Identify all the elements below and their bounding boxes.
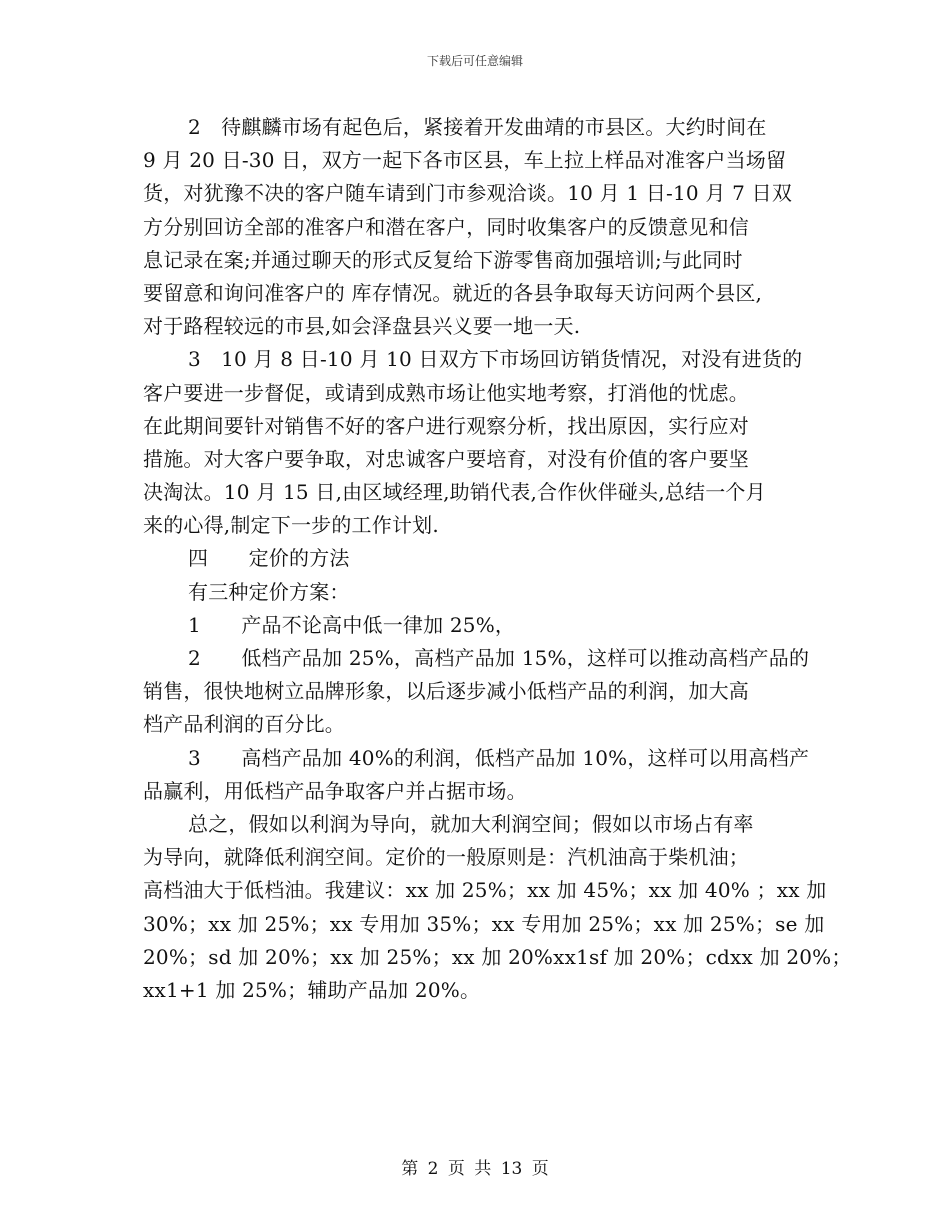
text-line: 要留意和询问准客户的 库存情况。就近的各县争取每天访问两个县区, [143, 280, 763, 305]
text-line: 高档油大于低档油。我建议：xx 加 25%；xx 加 45%；xx 加 40% ；xx 加 [143, 878, 827, 903]
text-line: 在此期间要针对销售不好的客户进行观察分析，找出原因，实行应对 [143, 413, 749, 438]
text-line: 对于路程较远的市县,如会泽盘县兴义要一地一天. [143, 314, 581, 339]
text-line: 决淘汰。10 月 15 日,由区域经理,助销代表,合作伙伴碰头,总结一个月 [143, 480, 766, 505]
text-line: 档产品利润的百分比。 [143, 712, 345, 737]
text-line: 措施。对大客户要争取，对忠诚客户要培育，对没有价值的客户要坚 [143, 446, 749, 471]
page-header: 下载后可任意编辑 [426, 54, 523, 68]
list-item: 3 高档产品加 40%的利润，低档产品加 10%，这样可以用高档产 [188, 745, 810, 770]
text-line: 总之，假如以利润为导向，就加大利润空间；假如以市场占有率 [188, 811, 754, 836]
text-line: 30%；xx 加 25%；xx 专用加 35%；xx 专用加 25%；xx 加 25%；se 加 [143, 911, 825, 936]
text-line: 销售，很快地树立品牌形象，以后逐步减小低档产品的利润，加大高 [143, 679, 749, 704]
text-line: 品赢利，用低档产品争取客户并占据市场。 [143, 778, 527, 803]
page-footer: 第 2 页 共 13 页 [401, 1159, 549, 1179]
list-item: 2 低档产品加 25%，高档产品加 15%，这样可以推动高档产品的 [188, 646, 810, 670]
document-body [143, 111, 852, 1007]
text-line: 方分别回访全部的准客户和潜在客户，同时收集客户的反馈意见和信 [143, 214, 749, 239]
text-line: 客户要进一步督促，或请到成熟市场让他实地考察，打消他的忧虑。 [143, 380, 749, 405]
text-line: xx1+1 加 25%；辅助产品加 20%。 [143, 977, 481, 1002]
list-item: 1 产品不论高中低一律加 25%， [188, 612, 516, 637]
text-line: 2 待麒麟市场有起色后，紧接着开发曲靖的市县区。大约时间在 [188, 115, 767, 139]
text-line: 有三种定价方案： [188, 579, 350, 604]
text-line: 3 10 月 8 日-10 月 10 日双方下市场回访销货情况，对没有进货的 [188, 347, 803, 372]
text-line: 20%；sd 加 20%；xx 加 25%；xx 加 20%xx1sf 加 20%；cdxx 加 20%； [143, 944, 852, 969]
text-line: 为导向，就降低利润空间。定价的一般原则是：汽机油高于柴机油； [143, 845, 749, 870]
text-line: 息记录在案;并通过聊天的形式反复给下游零售商加强培训;与此同时 [143, 247, 743, 272]
section-heading: 四 定价的方法 [188, 546, 350, 571]
text-line: 9 月 20 日-30 日，双方一起下各市区县，车上拉上样品对准客户当场留 [143, 148, 787, 173]
text-line: 货，对犹豫不决的客户随车请到门市参观洽谈。10 月 1 日-10 月 7 日双 [143, 181, 793, 206]
text-line: 来的心得,制定下一步的工作计划. [143, 513, 439, 538]
